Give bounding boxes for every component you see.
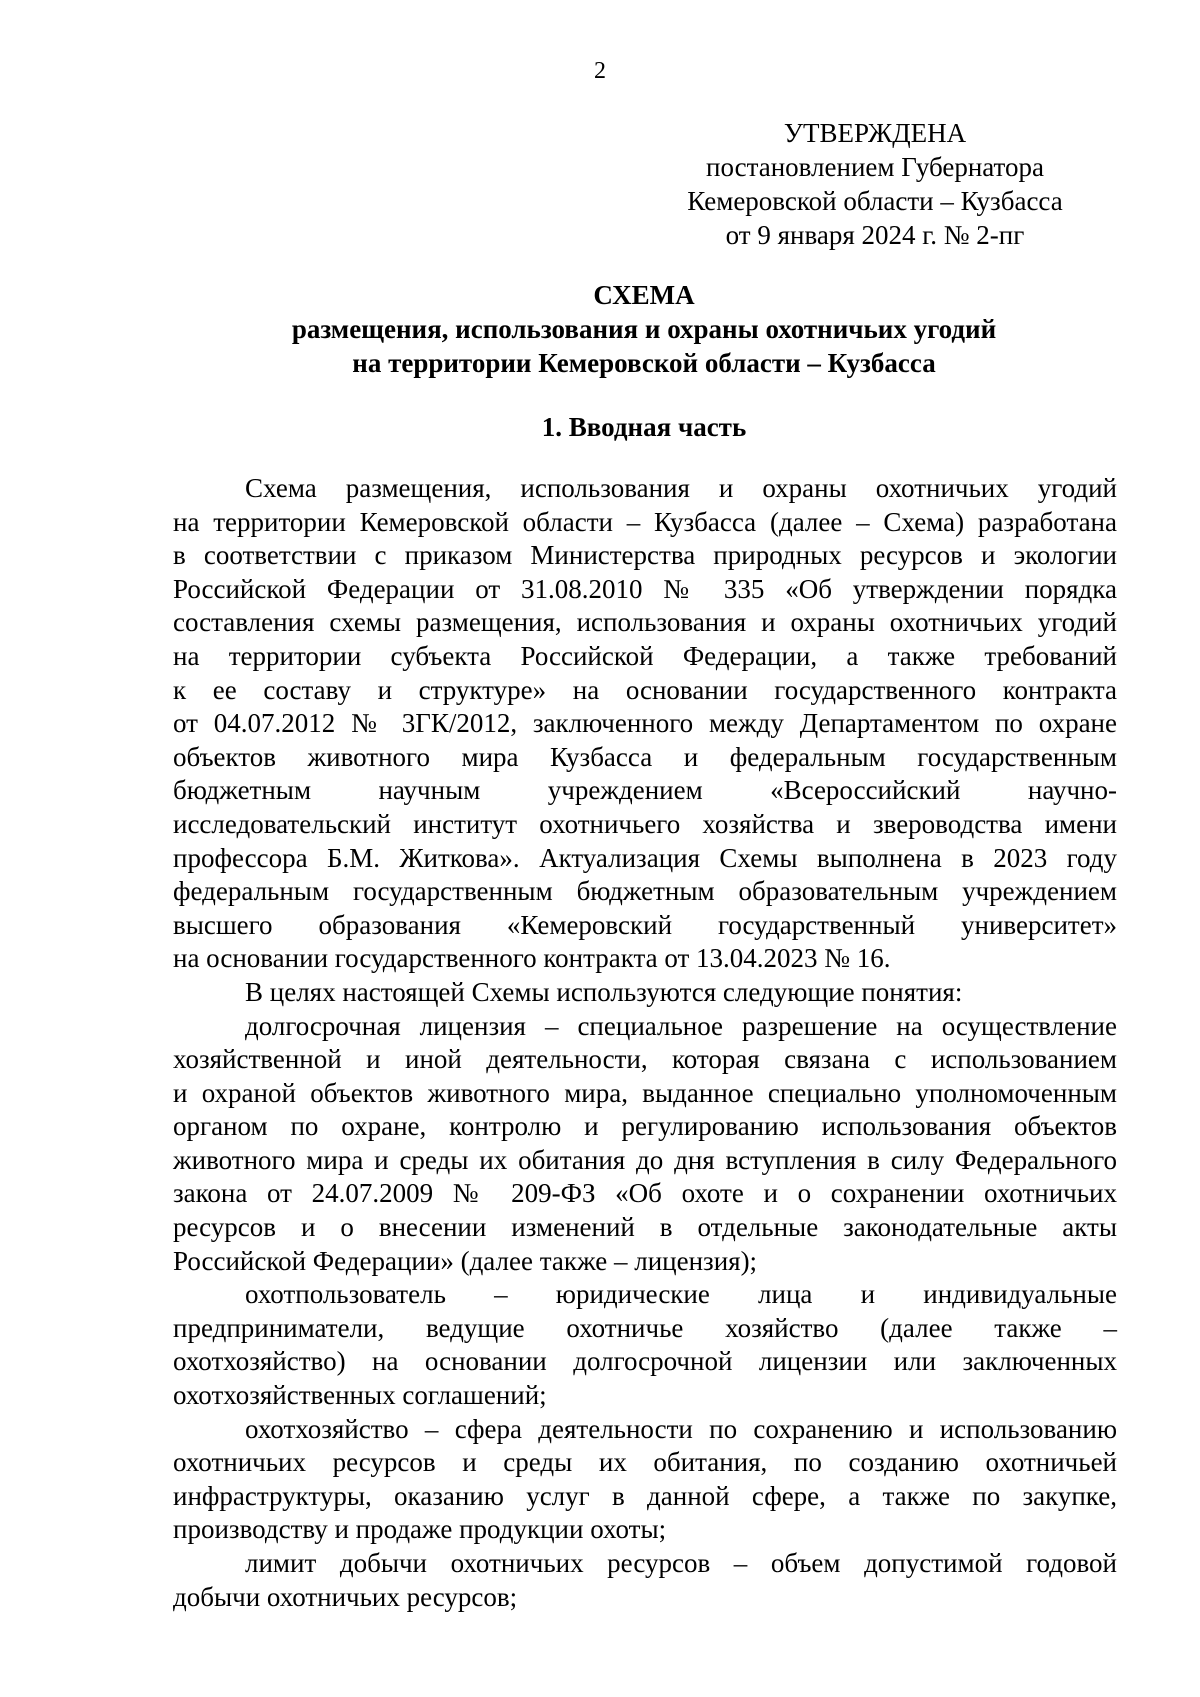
body-text — [173, 472, 1117, 1614]
approval-line: Кемеровской области – Кузбасса — [687, 186, 1063, 216]
text-line: животного мира и среды их обитания до дня вступления в силу Федерального — [173, 1144, 1117, 1175]
approval-status: УТВЕРЖДЕНА — [783, 118, 967, 148]
text-line: долгосрочная лицензия – специальное разрешение на осуществление — [245, 1010, 1117, 1041]
approval-line: постановлением Губернатора — [706, 152, 1044, 182]
text-line: ресурсов и о внесении изменений в отдельные законодательные акты — [173, 1212, 1117, 1243]
text-line: охотничьих ресурсов и среды их обитания, по созданию охотничьей — [173, 1447, 1117, 1478]
text-line: на территории субъекта Российской Федерации, а также требований — [173, 640, 1117, 671]
text-line: предприниматели, ведущие охотничье хозяйство (далее также – — [173, 1312, 1117, 1343]
text-line: к ее составу и структуре» на основании государственного контракта — [173, 674, 1117, 705]
paragraph — [173, 976, 1117, 1010]
text-line: охотхозяйство – сфера деятельности по сохранению и использованию — [245, 1413, 1117, 1444]
text-line: федеральным государственным бюджетным образовательным учреждением — [173, 876, 1117, 907]
text-line: в соответствии с приказом Министерства природных ресурсов и экологии — [173, 540, 1117, 571]
text-line: охотхозяйство) на основании долгосрочной лицензии или заключенных — [173, 1346, 1117, 1377]
text-line: на основании государственного контракта от 13.04.2023 № 16. — [173, 943, 891, 974]
text-line: добычи охотничьих ресурсов; — [173, 1581, 518, 1612]
text-line: объектов животного мира Кузбасса и федеральным государственным — [173, 741, 1117, 772]
title-line: на территории Кемеровской области – Кузбасса — [352, 348, 936, 378]
text-line: производству и продаже продукции охоты; — [173, 1514, 667, 1545]
text-line: В целях настоящей Схемы используются следующие понятия: — [245, 976, 963, 1007]
paragraph — [173, 1547, 1117, 1614]
text-line: закона от 24.07.2009 № 209-ФЗ «Об охоте и о сохранении охотничьих — [173, 1178, 1117, 1209]
document-title — [0, 278, 1200, 380]
text-line: исследовательский институт охотничьего хозяйства и звероводства имени — [173, 808, 1117, 839]
paragraph — [173, 1413, 1117, 1547]
text-line: Российской Федерации от 31.08.2010 № 335 «Об утверждении порядка — [173, 573, 1117, 604]
text-line: инфраструктуры, оказанию услуг в данной сфере, а также по закупке, — [173, 1480, 1117, 1511]
text-line: профессора Б.М. Житкова». Актуализация Схемы выполнена в 2023 году — [173, 842, 1117, 873]
text-line: Российской Федерации» (далее также – лицензия); — [173, 1245, 758, 1276]
text-line: Схема размещения, использования и охраны охотничьих угодий — [245, 473, 1117, 503]
approval-date-number: от 9 января 2024 г. № 2-пг — [725, 220, 1025, 250]
text-line: охотхозяйственных соглашений; — [173, 1380, 547, 1411]
text-line: высшего образования «Кемеровский государственный университет» — [173, 909, 1117, 940]
text-line: и охраной объектов животного мира, выданное специально уполномоченным — [173, 1077, 1117, 1108]
text-line: от 04.07.2012 № 3ГК/2012, заключенного между Департаментом по охране — [173, 708, 1117, 739]
paragraph — [173, 472, 1117, 976]
text-line: лимит добычи охотничьих ресурсов – объем допустимой годовой — [245, 1548, 1117, 1578]
section-heading: 1. Вводная часть — [541, 412, 747, 442]
text-line: охотпользователь – юридические лица и индивидуальные — [245, 1279, 1117, 1310]
paragraph — [173, 1010, 1117, 1279]
text-line: бюджетным научным учреждением «Всероссийский научно- — [173, 775, 1117, 806]
text-line: хозяйственной и иной деятельности, которая связана с использованием — [173, 1044, 1117, 1075]
text-line: на территории Кемеровской области – Кузбасса (далее – Схема) разработана — [173, 506, 1117, 537]
approval-stamp-block — [655, 116, 1095, 252]
paragraph — [173, 1278, 1117, 1412]
title-line: СХЕМА — [593, 280, 695, 310]
text-line: органом по охране, контролю и регулированию использования объектов — [173, 1111, 1117, 1142]
page-number: 2 — [594, 58, 606, 84]
title-line: размещения, использования и охраны охотничьих угодий — [291, 314, 997, 344]
text-line: составления схемы размещения, использования и охраны охотничьих угодий — [173, 607, 1117, 638]
